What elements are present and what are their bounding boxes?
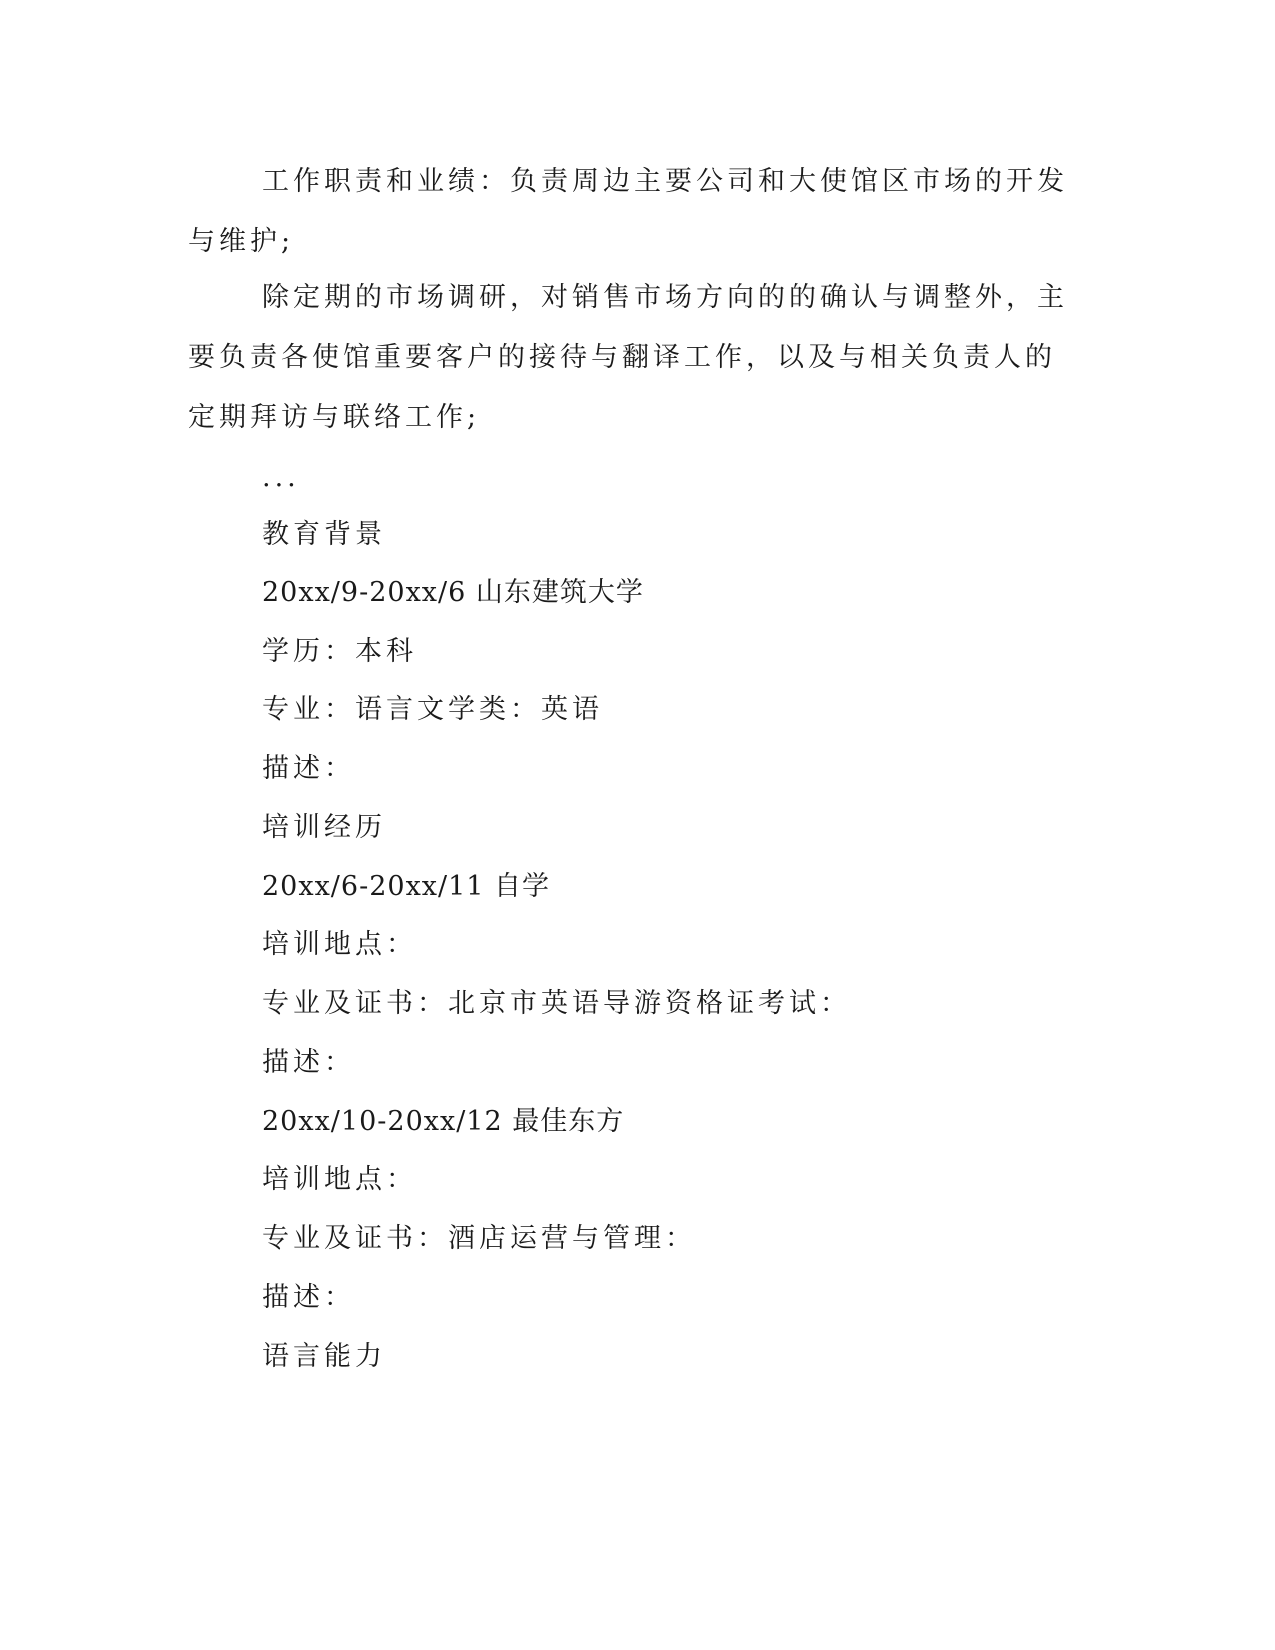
training-description-1: 描述： xyxy=(262,1047,355,1078)
training-description-2: 描述： xyxy=(262,1282,355,1313)
education-heading: 教育背景 xyxy=(262,519,386,550)
work-details-paragraph: 除定期的市场调研，对销售市场方向的的确认与调整外，主要负责各使馆重要客户的接待与翻译工作，以及与相关负责人的定期拜访与联络工作; xyxy=(188,282,1068,433)
education-description: 描述： xyxy=(262,753,355,784)
training-certificate-1: 专业及证书：北京市英语导游资格证考试： xyxy=(262,988,851,1019)
training-period-1: 20xx/6-20xx/11 自学 xyxy=(262,871,551,902)
training-certificate-2: 专业及证书：酒店运营与管理： xyxy=(262,1223,696,1254)
training-location-2: 培训地点： xyxy=(262,1164,417,1195)
education-degree: 学历：本科 xyxy=(262,636,417,667)
ellipsis-text: ... xyxy=(262,462,300,493)
education-major: 专业：语言文学类：英语 xyxy=(262,694,603,725)
work-duties-paragraph: 工作职责和业绩：负责周边主要公司和大使馆区市场的开发与维护; xyxy=(188,166,1068,257)
training-period-2: 20xx/10-20xx/12 最佳东方 xyxy=(262,1106,625,1137)
education-period: 20xx/9-20xx/6 山东建筑大学 xyxy=(262,577,644,608)
training-heading: 培训经历 xyxy=(262,812,386,843)
training-location-1: 培训地点： xyxy=(262,929,417,960)
language-heading: 语言能力 xyxy=(262,1341,386,1372)
